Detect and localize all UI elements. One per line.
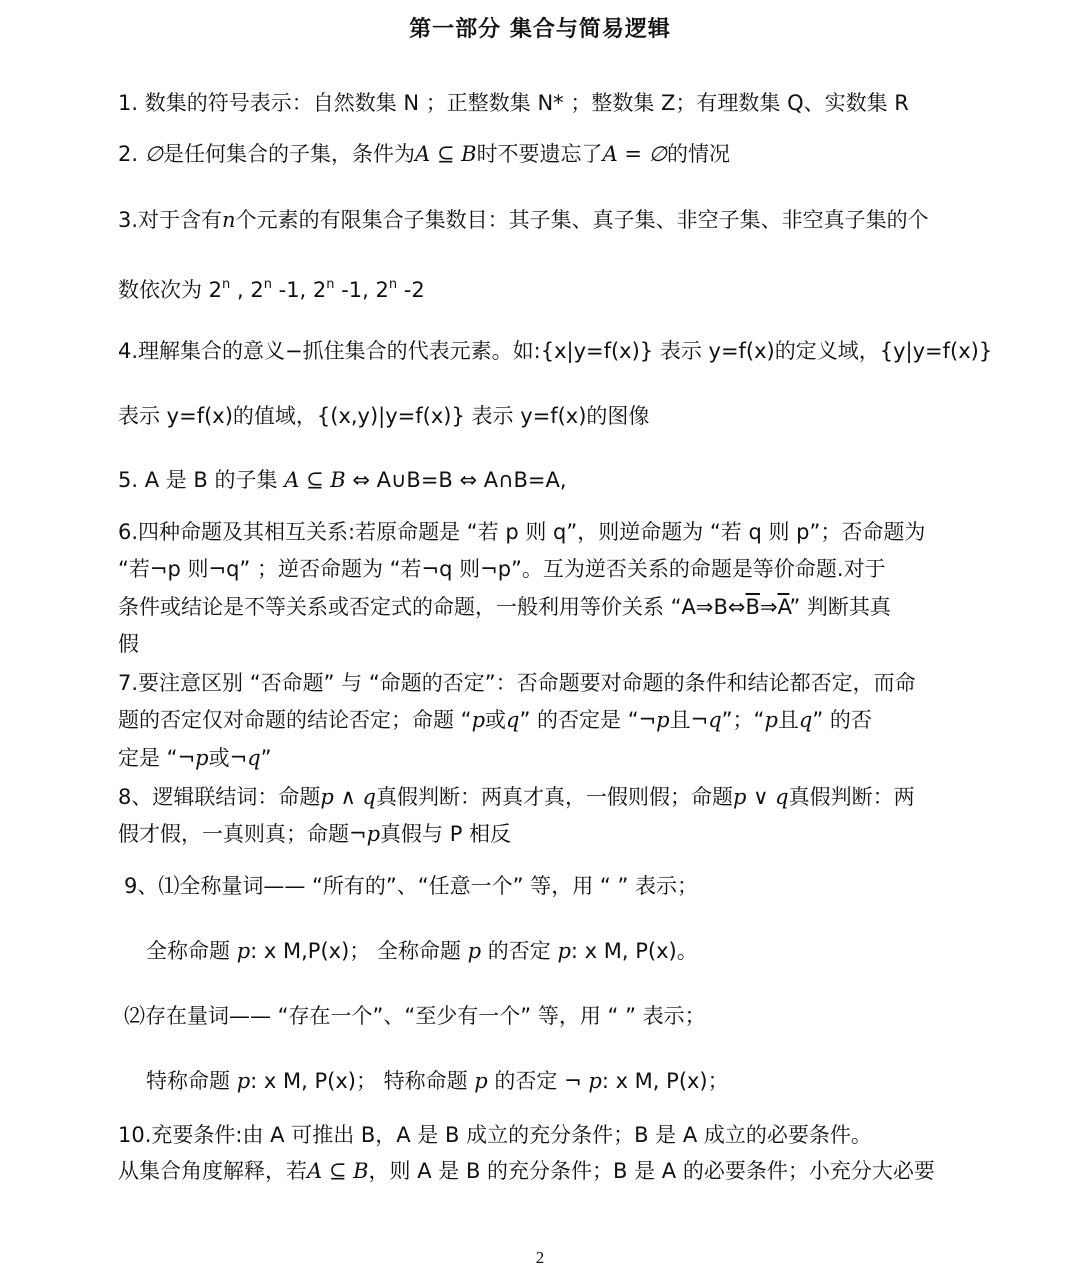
variable: p	[467, 939, 482, 963]
text: 的情况	[666, 142, 730, 166]
text: 时不要遗忘了	[476, 142, 603, 166]
variable: ¬p	[638, 708, 670, 732]
variable: p	[471, 708, 486, 732]
text: 或	[208, 746, 230, 770]
variable: q	[506, 708, 520, 732]
item-4-continued: 表示 y=f(x)的值域，{(x,y)|y=f(x)} 表示 y=f(x)的图像	[118, 404, 650, 428]
item-9-particular	[146, 1066, 996, 1096]
formula: A ⊆ B	[307, 1159, 369, 1183]
text: , 2	[230, 278, 264, 302]
item-10-line-2	[118, 1156, 968, 1186]
text: 的否定	[481, 939, 558, 963]
variable: p	[236, 939, 251, 963]
text: ” 的否	[812, 708, 872, 732]
formula: p ∧ q	[320, 785, 376, 809]
text: 数依次为 2	[118, 278, 223, 302]
text: 5. A 是 B 的子集	[118, 468, 285, 492]
item-7: 7.要注意区别 “否命题” 与 “命题的否定”：否命题要对命题的条件和结论都否定，而命	[118, 671, 916, 695]
item-6-line-2: “若¬p 则¬q” ；逆否命题为 “若¬q 则¬p”。互为逆否关系的命题是等价命题.对于	[118, 557, 886, 581]
formula: ¬p	[349, 822, 381, 846]
text: : x M,P(x)； 全称命题	[250, 939, 468, 963]
item-4: 4.理解集合的意义−抓住集合的代表元素。如:{x|y=f(x)} 表示 y=f(x)的定义域，{y|y=f(x)}	[118, 339, 993, 363]
page-title: 第一部分 集合与简易逻辑	[409, 17, 671, 42]
text: 真假与 P 相反	[380, 822, 512, 846]
item-5	[118, 465, 968, 495]
text: ”；“	[721, 708, 765, 732]
formula: A ⊆ B	[284, 468, 346, 492]
formula: p ∨ q	[732, 785, 789, 809]
negated-b: $\overline{B}$	[745, 595, 760, 619]
text: 是任何集合的子集，条件为	[163, 142, 416, 166]
text: ”	[260, 746, 272, 770]
superscript: n	[388, 277, 398, 292]
item-6: 6.四种命题及其相互关系:若原命题是 “若 p 则 q”，则逆命题为 “若 q 则 p”；否命题为	[118, 520, 926, 544]
item-9-universal	[146, 936, 996, 966]
text: -1, 2	[334, 278, 389, 302]
text: 题的否定仅对命题的结论否定；命题 “	[118, 708, 472, 732]
text: ” 的否定是 “	[519, 708, 639, 732]
variable: p	[764, 708, 778, 732]
item-6-line-4: 假	[118, 632, 139, 656]
variable-n: n	[222, 208, 236, 232]
text: 真假判断：两	[788, 785, 915, 809]
variable: p	[588, 1069, 602, 1093]
text: 且	[669, 708, 691, 732]
variable: ¬q	[690, 708, 722, 732]
variable: p	[236, 1069, 251, 1093]
text: 的否定 ¬	[487, 1069, 589, 1093]
text: ⇒	[759, 595, 778, 619]
variable: p	[474, 1069, 488, 1093]
item-6-line-3	[118, 592, 968, 622]
formula: A ⊆ B	[415, 142, 477, 166]
text: 真假判断：两真才真，一假则假；命题	[375, 785, 733, 809]
item-7-line-3	[118, 743, 968, 773]
text: 个元素的有限集合子集数目：其子集、真子集、非空子集、非空真子集的个	[235, 208, 929, 232]
negated-a: $\overline{A}$	[777, 595, 790, 619]
item-1: 1. 数集的符号表示：自然数集 N ；正整数集 N* ；整数集 Z；有理数集 Q、实数集 R	[118, 91, 909, 115]
text: 3.对于含有	[118, 208, 223, 232]
variable: ¬q	[229, 746, 261, 770]
empty-set-symbol: ∅	[144, 142, 164, 166]
variable: q	[798, 708, 813, 732]
superscript: n	[326, 277, 335, 292]
item-3-continued	[118, 270, 968, 305]
formula: A = ∅	[602, 142, 667, 166]
text: 定是 “	[118, 746, 178, 770]
item-9-existential: ⑵存在量词—— “存在一个”、“至少有一个” 等，用 “ ” 表示；	[124, 1004, 706, 1028]
text: ” 判断其真	[789, 595, 891, 619]
page-number: 2	[535, 1248, 545, 1267]
item-10: 10.充要条件:由 A 可推出 B，A 是 B 成立的充分条件；B 是 A 成立的必要条件。	[118, 1123, 872, 1147]
text: 假才假，一真则真；命题	[118, 822, 349, 846]
text: 特称命题	[146, 1069, 237, 1093]
superscript: n	[222, 277, 231, 292]
item-3	[118, 205, 968, 235]
text: : x M, P(x)；	[601, 1069, 729, 1093]
superscript: n	[263, 277, 272, 292]
text: : x M, P(x)。	[570, 939, 698, 963]
text: 8、逻辑联结词：命题	[118, 785, 321, 809]
variable: ¬p	[177, 746, 209, 770]
item-9: 9、⑴全称量词—— “所有的”、“任意一个” 等，用 “ ” 表示；	[124, 874, 699, 898]
text: 条件或结论是不等关系或否定式的命题，一般利用等价关系 “A⇒B⇔	[118, 595, 746, 619]
text: 全称命题	[146, 939, 237, 963]
text: 2.	[118, 142, 145, 166]
text: ，则 A 是 B 的充分条件；B 是 A 的必要条件；小充分大必要	[368, 1159, 935, 1183]
item-8-line-2	[118, 819, 968, 849]
text: : x M, P(x)； 特称命题	[250, 1069, 475, 1093]
text: 或	[485, 708, 507, 732]
item-2	[118, 139, 968, 169]
text: -2	[397, 278, 425, 302]
item-8	[118, 782, 968, 812]
text: 从集合角度解释，若	[118, 1159, 307, 1183]
text: 且	[777, 708, 799, 732]
variable: p	[557, 939, 571, 963]
text: ⇔ A∪B=B ⇔ A∩B=A,	[345, 468, 567, 492]
item-7-line-2	[118, 705, 968, 735]
text: -1, 2	[271, 278, 327, 302]
